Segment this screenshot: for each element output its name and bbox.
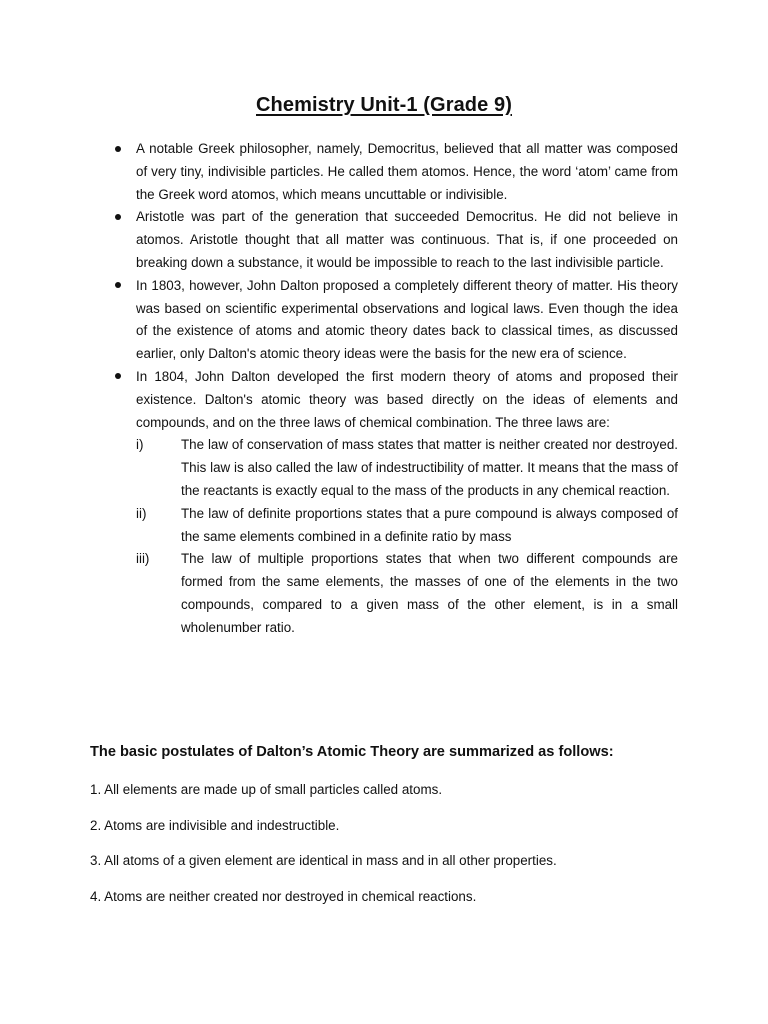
law-item-conservation: [136, 434, 678, 502]
law-text: The law of conservation of mass states that matter is neither created nor destroyed. This law is also called the law of indestructibility of matter. It means that the mass of the reactants is exactly equal to the mass of the products in any chemical reaction.: [181, 437, 678, 498]
law-text: The law of multiple proportions states that when two different compounds are formed from the same elements, the masses of one of the elements in the two compounds, compared to a given mass of the other element, is in a small wholenumber ratio.: [181, 551, 678, 635]
bullet-text: In 1803, however, John Dalton proposed a completely different theory of matter. His theory was based on scientific experimental observations and logical laws. Even though the idea of the existence of atoms and atomic theory dates back to classical times, as discussed earlier, only Dalton's atomic theory ideas were the basis for the new era of science.: [136, 277, 678, 362]
postulate-item: 2. Atoms are indivisible and indestructible.: [90, 818, 340, 833]
bullet-item-aristotle: [112, 206, 678, 274]
law-item-definite-proportions: [136, 503, 678, 549]
law-number: iii): [136, 551, 150, 567]
postulate-item: 3. All atoms of a given element are identical in mass and in all other properties.: [90, 853, 557, 868]
law-number: i): [136, 437, 144, 453]
bullet-text: In 1804, John Dalton developed the first modern theory of atoms and proposed their existence. Dalton's atomic theory was based directly on the ideas of elements and compounds, and on the three laws of chemical combination. The three laws are:: [136, 368, 678, 430]
postulates-heading: The basic postulates of Dalton’s Atomic Theory are summarized as follows:: [90, 744, 614, 760]
bullet-text: Aristotle was part of the generation that succeeded Democritus. He did not believe in atomos. Aristotle thought that all matter was continuous. That is, if one proceeded on breaking down a substance, it would be impossible to reach to the last indivisible particle.: [136, 209, 678, 270]
bullet-icon: [115, 373, 121, 379]
bullet-list: [112, 138, 678, 640]
bullet-icon: [115, 146, 121, 152]
bullet-item-democritus: [112, 138, 678, 206]
bullet-item-dalton-1803: [112, 275, 678, 366]
page-title: Chemistry Unit-1 (Grade 9): [256, 94, 512, 116]
bullet-icon: [115, 214, 121, 220]
bullet-item-dalton-1804: [112, 366, 678, 640]
law-number: ii): [136, 505, 147, 521]
bullet-text: A notable Greek philosopher, namely, Democritus, believed that all matter was composed of very tiny, indivisible particles. He called them atomos. Hence, the word ‘atom’ came from the Greek word atomos, which means uncuttable or indivisible.: [136, 141, 678, 202]
law-item-multiple-proportions: [136, 548, 678, 639]
postulate-item: 1. All elements are made up of small particles called atoms.: [90, 782, 443, 797]
bullet-icon: [115, 282, 121, 288]
laws-list: [136, 434, 678, 639]
postulate-item: 4. Atoms are neither created nor destroyed in chemical reactions.: [90, 889, 477, 904]
law-text: The law of definite proportions states that a pure compound is always composed of the same elements combined in a definite ratio by mass: [181, 505, 678, 544]
